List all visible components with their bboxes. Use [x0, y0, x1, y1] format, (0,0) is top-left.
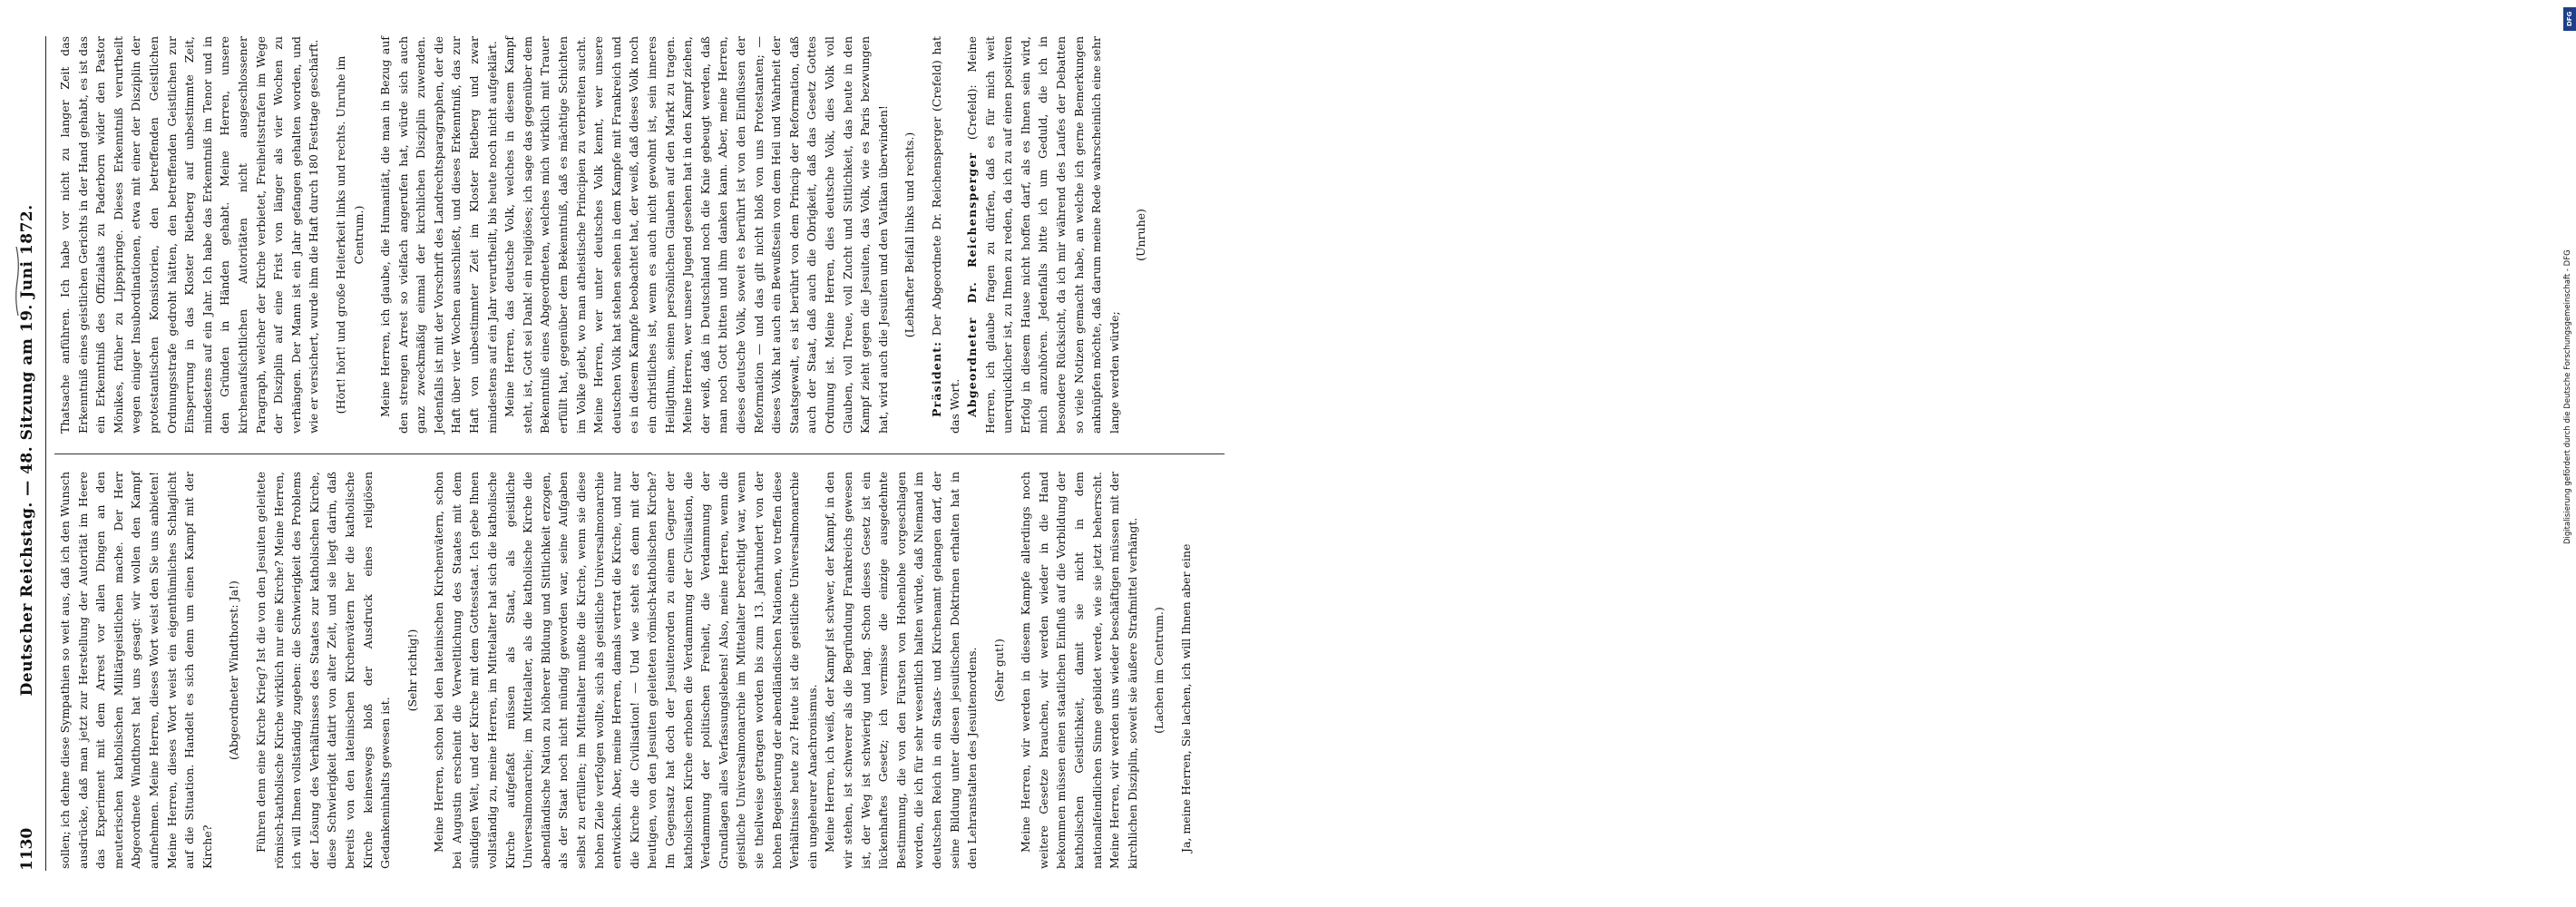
- speech-opening: [963, 36, 1123, 434]
- speaker-place: (Crefeld):: [965, 84, 980, 141]
- paragraph: sollen; ich dehne diese Sympathien so weit aus, daß ich den Wunsch ausdrücke, daß man jetzt zur Herstellung der Autorität im Heere das Experiment mit dem Arrest vor allen Dingen an den meuterischen katholischen Militärgeistlichen mache. Der Herr Abgeordnete Windthorst hat uns gesagt: wir wollen den Kampf aufnehmen. Meine Herren, dieses Wort weist den Sie uns anbieten! Meine Herren, dieses Wort weist ein eigenthümliches Schlaglicht auf die Situation. Handelt es sich denn um einen Kampf mit der Kirche?: [58, 472, 214, 869]
- interjection: (Abgeordneter Windthorst: Ja!): [227, 580, 241, 760]
- paragraph: Meine Herren, das deutsche Volk, welches in diesem Kampf steht, ist, Gott sei Dank! ein religiöses; ich sage das gegenüber dem Bekenntniß eines Abgeordneten, welches mich wirklich mit Trauer erfüllt hat, gegenüber dem Bekenntniß, daß es mächtige Schichten im Volke giebt, wo man atheistische Principien zu verbreiten sucht. Meine Herren, wer unter deutsches Volk kennt, wer unsere deutschen Volk hat stehen sehen in dem Kampfe mit Frankreich und es in diesem Kampfe beobachtet hat, der weiß, daß dieses Volk noch ein christliches ist, wenn es auch nicht gewohnt ist, sein inneres Heiligthum, seinen persönlichen Glauben auf den Markt zu tragen. Meine Herren, wer unsere Jugend gesehen hat in den Kampf ziehen, der weiß, daß in Deutschland noch die Knie gebeugt werden, daß man noch Gott bitten und ihm danken kann. Aber, meine Herren, dieses deutsche Volk, soweit es berührt ist von den Einflüssen der Reformation — und das gilt nicht bloß von uns Protestanten; — dieses Volk hat auch ein Bewußtsein von dem Heil und Wahrheit der Staatsgewalt, es ist berührt von dem Princip der Reformation, daß auch der Staat, daß auch die Obrigkeit, daß das Gesetz Gottes Ordnung ist. Meine Herren, dies deutsche Volk, dies Volk voll Glauben, voll Treue, voll Zucht und Sittlichkeit, das heute in den Kampf zieht gegen die Jesuiten, das Volk, wie es Paris bezwungen hat, wird auch die Jesuiten und den Vatikan überwinden!: [503, 36, 890, 434]
- paragraph: Meine Herren, ich weiß, der Kampf ist schwer, der Kampf, in den wir stehen, ist schwerer als die Begründung Frankreichs gewesen ist, der Weg ist schwierig und lang. Schon dieses Gesetz ist ein lückenhaftes Gesetz; ich vermisse die einzige ausgedehnte Bestimmung, die von den Fürsten von Hohenlohe vorgeschlagen worden, die ich für sehr wesentlich halten würde, daß Niemand im deutschen Reich in ein Staats- und Kirchenamt gelangen darf, der seine Bildung unter diesen jesuitischen Doktrinen erhalten hat in den Lehranstalten des Jesuitenordens.: [823, 472, 980, 869]
- paragraph: Meine Herren, ich glaube, die Humanität, die man in Bezug auf den strengen Arrest so vielfach angerufen hat, würde sich auch ganz zweckmäßig einmal der kirchlichen Disziplin zuwenden. Jedenfalls ist mit der Vorschrift des Landrechtsparagraphen, der die Haft über vier Wochen ausschließt, und dieses Erkenntniß, das zur Haft von unbestimmter Zeit im Kloster Rietberg und zwar mindestens auf ein Jahr verurtheilt, bis heute noch nicht aufgeklärt.: [378, 36, 499, 434]
- paragraph: Führen denn eine Kirche Krieg? Ist die von den Jesuiten geleitete römisch-katholische Kirche wirklich nur eine Kirche? Meine Herren, ich will Ihnen vollständig zugeben: die Schwierigkeit des Problems der Lösung des Verhältnisses des Staates zur katholischen Kirche, diese Schwierigkeit datirt von alter Zeit, und sie liegt darin, daß bereits von den lateinischen Kirchenvätern her die katholische Kirche keineswegs bloß der Ausdruck eines religiösen Gedankeninhalts gewesen ist.: [253, 472, 393, 869]
- paragraph: Ja, meine Herren, Sie lachen, ich will Ihnen aber eine: [1179, 543, 1194, 853]
- dfg-logo: DFG: [2563, 7, 2576, 31]
- president-statement: [928, 36, 963, 434]
- speaker-label: Abgeordneter Dr. Reichensperger: [965, 151, 980, 417]
- page-number: 1130: [18, 827, 36, 871]
- interjection: (Sehr gut!): [991, 639, 1006, 702]
- digitization-credit-strip: [1281, 0, 2573, 907]
- paragraph: Meine Herren, schon bei den lateinischen Kirchenvätern, schon bei Augustin erscheint die Verweltlichung des Staates mit dem sündigen Welt, und der Kirche mit dem Gottesstaat. Ich gebe Ihnen vollständig zu, meine Herren, im Mittelalter hat sich die katholische Kirche aufgefaßt müssen als Staat, als geistliche Universalmonarchie; im Mittelalter, als die katholische Kirche die abendländische Nation zu höherer Bildung und Sittlichkeit erzogen, als der Staat noch nicht mündig geworden war, seine Aufgaben selbst zu erfüllen; im Mittelalter mußte die Kirche, wenn sie diese hohen Ziele verfolgen wollte, sich als geistliche Universalmonarchie entwickeln. Aber, meine Herren, damals vertrat die Kirche, und nur die Kirche die Civilisation! — Und wie steht es denn mit der heutigen, von den Jesuiten geleiteten römisch-katholischen Kirche? Im Gegensatz hat doch der Jesuitenorden zu einem Gegner der katholischen Kirche erhoben die Verdammung der Civilisation, die Verdammung der politischen Freiheit, die Verdammung der Grundlagen alles Verfassungslebens! Also, meine Herren, wenn die geistliche Universalmonarchie im Mittelalter berechtigt war, wenn sie theilweise getragen worden bis zum 13. Jahrhundert von der hohen Begeisterung der abendländischen Nationen, wo treffen diese Verhältnisse heute zu? Heute ist die geistliche Universalmonarchie ein ungeheurer Anachronismus.: [432, 472, 819, 869]
- running-title: Deutscher Reichstag. — 48. Sitzung am 19. Juni 1872.: [18, 204, 36, 697]
- paragraph: Thatsache anführen. Ich habe vor nicht zu langer Zeit das Erkenntniß eines geistlichen Gerichts in der Hand gehabt, es ist das ein Erkenntniß des Offizialats zu Paderborn wider den Pastor Mönikes, früher zu Lippspringe. Dieses Erkenntniß verurtheilt wegen einiger Insubordinationen, etwa mit einer der Disziplin der protestantischen Konsistorien, den betreffenden Geistlichen Ordnungsstrafe gedroht hätten, den betreffenden Geistlichen zur Einsperrung in das Kloster Rietberg auf unbestimmte Zeit, mindestens auf ein Jahr. Ich habe das Erkenntniß im Tenor und in den Gründen in Händen gehabt. Meine Herren, unsere kirchenaufsichtlichen Autoritäten nicht ausgeschlossener Paragraph, welcher der Kirche verbietet, Freiheitsstrafen im Wege der Disziplin auf eine Frist von länger als vier Wochen zu verhängen. Der Mann ist ein Jahr gefangen gehalten worden, und wie er versichert, wurde ihm die Haft durch 180 Festtage geschärft.: [58, 36, 321, 434]
- speaker-label: Präsident:: [929, 340, 943, 417]
- paragraph: Meine Herren, wir werden in diesem Kampfe allerdings noch weitere Gesetze brauchen, wir werden wieder in die Hand bekommen müssen einen staatlichen Einfluß auf die Vorbildung der katholischen Geistlichkeit, damit sie nicht in dem nationalfeindlichen Sinne gebildet werde, wie sie jetzt beherrscht. Meine Herren, wir werden uns wieder beschäftigen müssen mit der kirchlichen Disziplin, soweit sie äußere Strafmittel verhängt.: [1019, 472, 1139, 869]
- interjection: (Hört! hört! und große Heiterkeit links und rechts. Unruhe im Centrum.): [333, 55, 366, 414]
- interjection: (Sehr richtig!): [405, 629, 419, 712]
- speaker-text: Meine Herren, ich glaube fragen zu dürfen, daß es für mich weit unerquicklicher ist, zu Ihnen zu reden, da ich zu auf einen positiven Erfolg in diesem Hause nicht hoffen darf, als es Ihnen sein wird, mich anzuhören. Jedenfalls bitte ich um Geduld, die ich in besondere Rücksicht, da ich mir während des Laufes der Debatten so viele Notizen gemacht habe, an welche ich gerne Bemerkungen anknüpfen möchte, daß darum meine Rede wahrscheinlich eine sehr lange werden würde;: [965, 36, 1121, 434]
- scan-artifact-mark: [13, 245, 22, 317]
- interjection: (Lebhafter Beifall links und rechts.): [903, 132, 917, 338]
- rotated-document-page: [0, 0, 1274, 907]
- interjection: (Unruhe): [1134, 209, 1148, 261]
- digitization-credit: Digitalisierung gefördert durch die Deutsche Forschungsgemeinschaft - DFG: [2563, 249, 2572, 544]
- running-header: [9, 36, 46, 871]
- speaker-text: Der Abgeordnete Dr. Reichensperger (Crefeld) hat das Wort.: [929, 36, 961, 434]
- right-column: [56, 36, 1235, 434]
- left-column: [56, 472, 1235, 869]
- interjection: (Lachen im Centrum.): [1152, 607, 1166, 734]
